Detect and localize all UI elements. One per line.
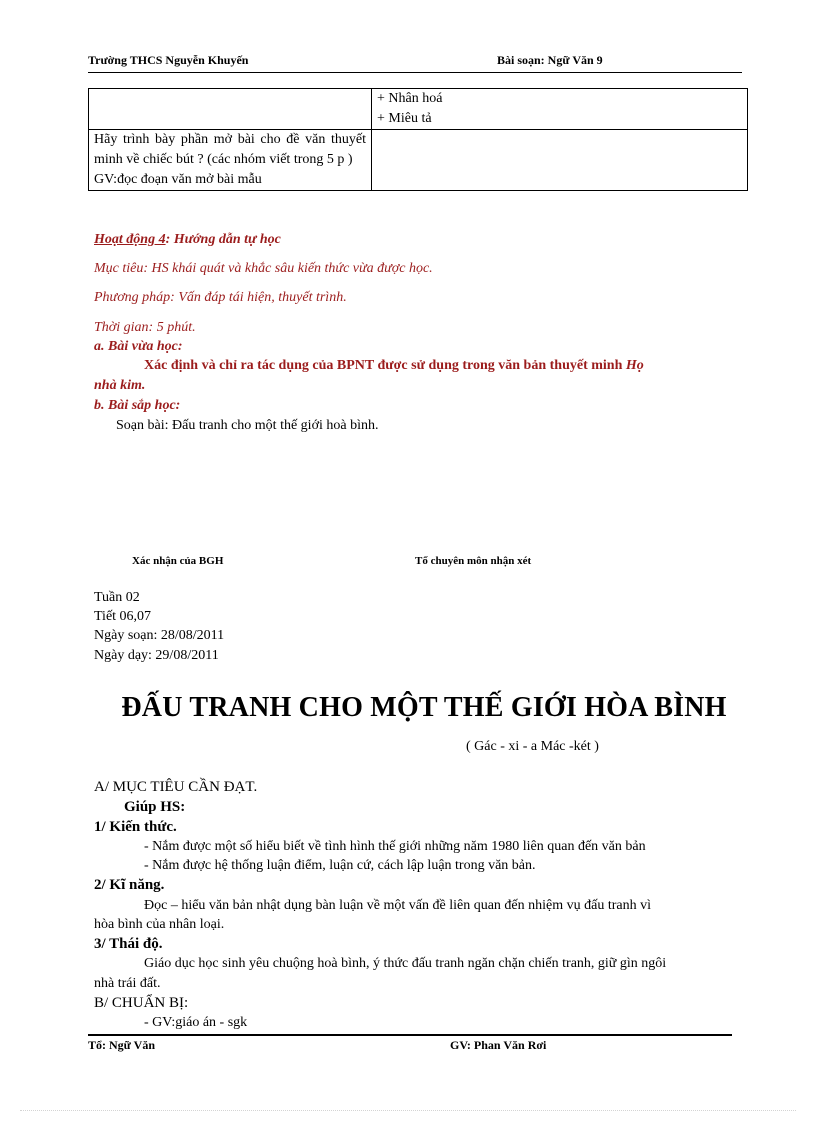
lesson-author: ( Gác - xi - a Mác -két ) bbox=[466, 739, 599, 754]
footer-department: Tổ: Ngữ Văn bbox=[88, 1038, 155, 1052]
table-cell-line: + Miêu tả bbox=[377, 111, 432, 126]
giup-hs: Giúp HS: bbox=[124, 799, 186, 815]
activity4-a-text-italic: Họ bbox=[625, 358, 644, 373]
activity4-a-text-main: Xác định và chỉ ra tác dụng của BPNT được sử dụng trong văn bản thuyết minh bbox=[144, 358, 626, 373]
activity-table bbox=[88, 88, 748, 191]
activity4-a-text bbox=[144, 358, 719, 374]
table-cell bbox=[89, 130, 372, 191]
table-cell bbox=[89, 89, 372, 130]
meta-prep-date: Ngày soạn: 28/08/2011 bbox=[94, 628, 225, 643]
knowledge-item: - Nắm được hệ thống luận điểm, luận cứ, cách lập luận trong văn bản. bbox=[144, 858, 536, 873]
footer-teacher: GV: Phan Văn Rơi bbox=[450, 1038, 547, 1052]
knowledge-item: - Nắm được một số hiểu biết về tình hình thế giới những năm 1980 liên quan đến văn bản bbox=[144, 839, 646, 854]
activity4-method: Phương pháp: Vấn đáp tái hiện, thuyết trình. bbox=[94, 290, 347, 305]
activity4-subtitle: : Hướng dẫn tự học bbox=[165, 232, 281, 247]
activity4-heading bbox=[94, 232, 281, 248]
table-row bbox=[89, 130, 748, 191]
section-a-heading: A/ MỤC TIÊU CẦN ĐẠT. bbox=[94, 779, 258, 795]
table-cell bbox=[372, 130, 748, 191]
footer-rule bbox=[88, 1034, 732, 1036]
table-row bbox=[89, 89, 748, 130]
meta-period: Tiết 06,07 bbox=[94, 609, 152, 624]
preparation-item: - GV:giáo án - sgk bbox=[144, 1015, 248, 1030]
skills-text: Đọc – hiểu văn bản nhật dụng bàn luận về một vấn đề liên quan đến nhiệm vụ đấu tranh vì bbox=[144, 898, 651, 913]
skills-text-cont: hòa bình của nhân loại. bbox=[94, 917, 225, 932]
attitude-text: Giáo dục học sinh yêu chuộng hoà bình, ý thức đấu tranh ngăn chặn chiến tranh, giữ gìn ngôi bbox=[144, 956, 667, 971]
skills-heading: 2/ Kĩ năng. bbox=[94, 877, 165, 893]
header-rule bbox=[88, 72, 742, 73]
activity4-a-label: a. Bài vừa học: bbox=[94, 339, 183, 354]
knowledge-heading: 1/ Kiến thức. bbox=[94, 819, 177, 835]
meta-teach-date: Ngày dạy: 29/08/2011 bbox=[94, 648, 219, 663]
activity4-a-text-cont: nhà kim. bbox=[94, 378, 146, 393]
activity4-objective: Mục tiêu: HS khái quát và khắc sâu kiến thức vừa được học. bbox=[94, 261, 433, 276]
header-subject: Bài soạn: Ngữ Văn 9 bbox=[497, 53, 603, 67]
table-cell-line: + Nhân hoá bbox=[377, 91, 443, 106]
table-cell-text: GV:đọc đoạn văn mở bài mẫu bbox=[94, 172, 262, 187]
table-cell bbox=[372, 89, 748, 130]
meta-week: Tuần 02 bbox=[94, 590, 140, 605]
signature-bgh: Xác nhận của BGH bbox=[132, 555, 224, 567]
header-school: Trường THCS Nguyễn Khuyến bbox=[88, 53, 249, 67]
activity4-b-label: b. Bài sắp học: bbox=[94, 398, 181, 413]
section-b-heading: B/ CHUẨN BỊ: bbox=[94, 995, 189, 1011]
activity4-time: Thời gian: 5 phút. bbox=[94, 320, 196, 335]
page-bottom-edge bbox=[20, 1110, 796, 1111]
signature-to-chuyen-mon: Tổ chuyên môn nhận xét bbox=[415, 555, 532, 567]
lesson-title: ĐẤU TRANH CHO MỘT THẾ GIỚI HÒA BÌNH bbox=[121, 692, 727, 723]
activity4-b-text: Soạn bài: Đấu tranh cho một thế giới hoà bình. bbox=[116, 418, 379, 433]
attitude-heading: 3/ Thái độ. bbox=[94, 936, 163, 952]
table-cell-text: Hãy trình bày phần mở bài cho đề văn thuyết minh về chiếc bút ? (các nhóm viết trong 5 p ) bbox=[94, 132, 366, 167]
activity4-title: Hoạt động 4 bbox=[94, 232, 166, 247]
attitude-text-cont: nhà trái đất. bbox=[94, 976, 161, 991]
